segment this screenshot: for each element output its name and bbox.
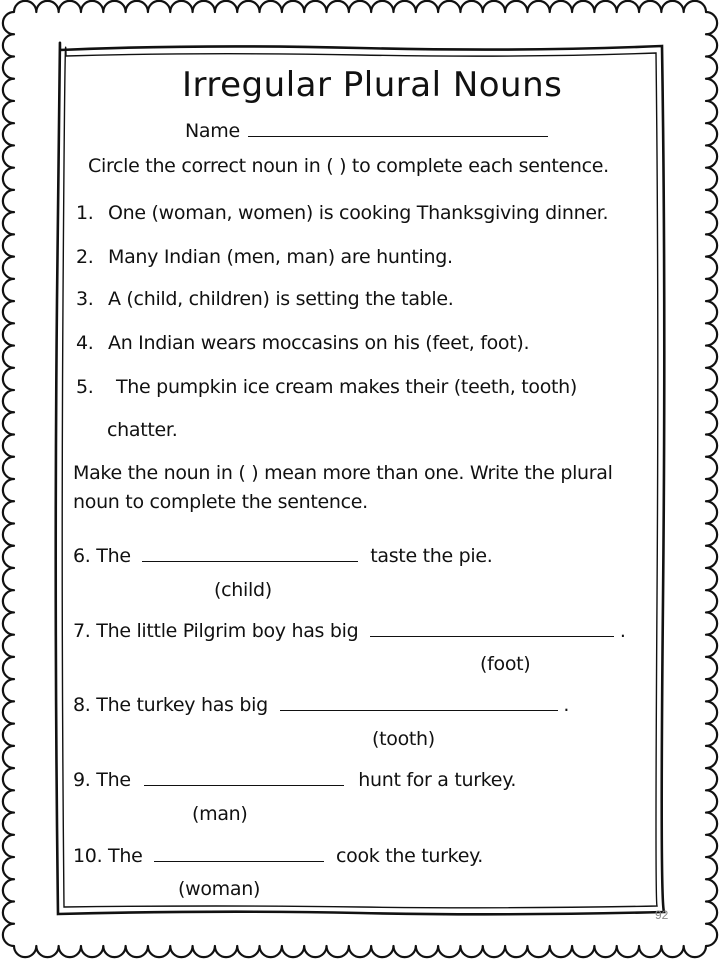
name-label: Name xyxy=(185,120,240,142)
question-text[interactable]: A (child, children) is setting the table. xyxy=(108,288,454,310)
question-5 xyxy=(76,376,578,398)
fill-after-text: taste the pie. xyxy=(370,545,493,567)
question-number: 4. xyxy=(76,332,94,354)
question-text[interactable]: Many Indian (men, man) are hunting. xyxy=(108,246,453,268)
question-4 xyxy=(76,332,530,354)
hint-9: (man) xyxy=(192,803,248,825)
fill-after-text: cook the turkey. xyxy=(336,845,484,867)
name-input-line[interactable] xyxy=(248,118,548,137)
fill-question-9 xyxy=(73,767,516,790)
instructions-plural-line1: Make the noun in ( ) mean more than one. Write the plural xyxy=(73,462,613,484)
fill-before-text: 6. The xyxy=(73,545,131,567)
fill-question-6 xyxy=(73,543,492,566)
fill-before-text: 9. The xyxy=(73,769,131,791)
instructions-circle: Circle the correct noun in ( ) to complete each sentence. xyxy=(88,155,609,177)
fill-before-text: 10. The xyxy=(73,845,143,867)
answer-blank[interactable] xyxy=(154,843,324,862)
answer-blank[interactable] xyxy=(142,543,358,562)
question-5-continuation: chatter. xyxy=(107,419,178,441)
fill-question-8 xyxy=(73,692,569,715)
fill-question-7 xyxy=(73,618,626,641)
fill-question-10 xyxy=(73,843,483,866)
answer-blank[interactable] xyxy=(280,692,558,711)
fill-before-text: 7. The little Pilgrim boy has big xyxy=(73,620,359,642)
answer-blank[interactable] xyxy=(370,618,614,637)
hint-8: (tooth) xyxy=(372,728,435,750)
question-number: 1. xyxy=(76,202,94,224)
name-field[interactable] xyxy=(185,118,548,141)
question-1 xyxy=(76,202,609,224)
fill-after-text: . xyxy=(563,694,570,716)
question-number: 2. xyxy=(76,246,94,268)
question-3 xyxy=(76,288,454,310)
hint-10: (woman) xyxy=(178,878,261,900)
fill-after-text: . xyxy=(619,620,626,642)
fill-before-text: 8. The turkey has big xyxy=(73,694,268,716)
question-text[interactable]: One (woman, women) is cooking Thanksgiving dinner. xyxy=(108,202,609,224)
hint-6: (child) xyxy=(214,579,272,601)
worksheet-title: Irregular Plural Nouns xyxy=(182,65,563,105)
answer-blank[interactable] xyxy=(144,767,344,786)
question-number: 5. xyxy=(76,376,94,398)
fill-after-text: hunt for a turkey. xyxy=(358,769,517,791)
question-number: 3. xyxy=(76,288,94,310)
question-2 xyxy=(76,246,453,268)
question-text[interactable]: The pumpkin ice cream makes their (teeth, tooth) xyxy=(116,376,578,398)
page-number: 92 xyxy=(655,908,669,922)
hint-7: (foot) xyxy=(480,653,531,675)
instructions-plural-line2: noun to complete the sentence. xyxy=(73,491,368,513)
question-text[interactable]: An Indian wears moccasins on his (feet, foot). xyxy=(108,332,530,354)
